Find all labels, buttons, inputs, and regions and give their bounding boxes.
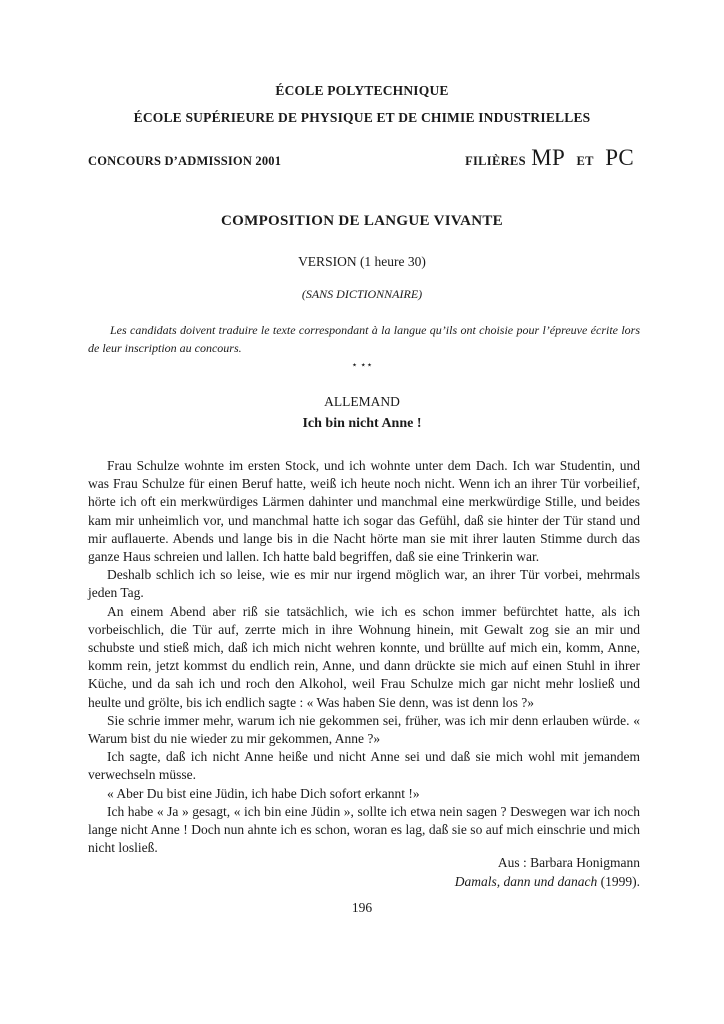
paragraph: An einem Abend aber riß sie tatsächlich, wie ich es schon immer befürchtet hatte, als ich vorbeischlich, die Tür auf, zerrte mich in ihre Wohnung hinein, mit Gewalt zog sie an mir und schubste und stieß mich, daß ich mich nicht wehren konnte, und brüllte auf mich ein, komm, Anne, komm rein, jetzt kommst du endlich rein, Anne, und dann drückte sie mich auf einen Stuhl in ihrer Küche, und da sah ich und roch den Alkohol, weil Frau Schulze mich gar nicht mehr losließ und heulte und grölte, bis ich endlich sagte : « Was haben Sie denn, was ist denn los ?» [88,603,640,710]
paragraph: Deshalb schlich ich so leise, wie es mir nur irgend möglich war, an ihrer Tür vorbei, mehrmals jeden Tag. [88,567,640,601]
source-author: Aus : Barbara Honigmann [497,855,640,870]
text-body [88,457,640,857]
source-citation [455,854,640,891]
filiere-pc: PC [605,145,634,170]
text-title: Ich bin nicht Anne ! [302,416,422,431]
school-title-polytechnique: ÉCOLE POLYTECHNIQUE [275,83,449,98]
concours-row [88,145,636,171]
source-year: (1999). [597,873,640,889]
exam-version: VERSION (1 heure 30) [298,254,426,269]
paragraph: Ich sagte, daß ich nicht Anne heiße und nicht Anne sei und daß sie mich wohl mit jemandem verwechseln müsse. [88,749,640,783]
exam-title: COMPOSITION DE LANGUE VIVANTE [221,213,503,229]
school-title-espci: ÉCOLE SUPÉRIEURE DE PHYSIQUE ET DE CHIMIE INDUSTRIELLES [133,110,591,125]
paragraph: Frau Schulze wohnte im ersten Stock, und ich wohnte unter dem Dach. Ich war Studentin, und was Frau Schulze für einen Beruf hatte, weiß ich heute noch nicht. Wenn ich an ihrer Tür vorbeilief, hörte ich oft ein merkwürdiges Lärmen dahinter und manchmal eine merkwürdige Stille, und beides kam mir unheimlich vor, und manchmal hatte ich sogar das Gefühl, daß sie hinter der Tür stand und mir auflauerte. Abends und lange bis in die Nacht hörte man sie mit ihrer lauten Stimme durch das ganze Haus schreien und lallen. Ich hatte bald begriffen, daß sie eine Trinkerin war. [88,458,640,565]
filiere-mp: MP [531,145,566,170]
source-work-title: Damals, dann und danach [454,873,598,889]
filieres-word: FILIÈRES [465,154,526,168]
paragraph: « Aber Du bist eine Jüdin, ich habe Dich sofort erkannt !» [107,785,420,801]
paragraph: Ich habe « Ja » gesagt, « ich bin eine Jüdin », sollte ich etwa nein sagen ? Deswegen war ich noch lange nicht Anne ! Doch nun ahnte ich es schon, woran es lag, daß sie so auf mich einschrie und mich nicht losließ. [88,803,640,856]
source-work-line [455,873,640,892]
candidate-instructions: Les candidats doivent traduire le texte correspondant à la langue qu’ils ont choisie pour l’épreuve écrite lors de leur inscription au concours. [88,323,640,355]
filieres-label [465,145,636,171]
no-dictionary-note: (SANS DICTIONNAIRE) [301,287,423,301]
page-number: 196 [351,900,373,915]
concours-label: CONCOURS D’ADMISSION 2001 [88,154,282,168]
filieres-connector: ET [576,154,594,168]
paragraph: Sie schrie immer mehr, warum ich nie gekommen sei, früher, was ich mir denn erlauben würde. « Warum bist du nie wieder zu mir gekommen, Anne ?» [88,712,640,747]
separator-stars: ⋆ ⋆⋆ [351,360,373,371]
language-heading: ALLEMAND [324,394,400,409]
